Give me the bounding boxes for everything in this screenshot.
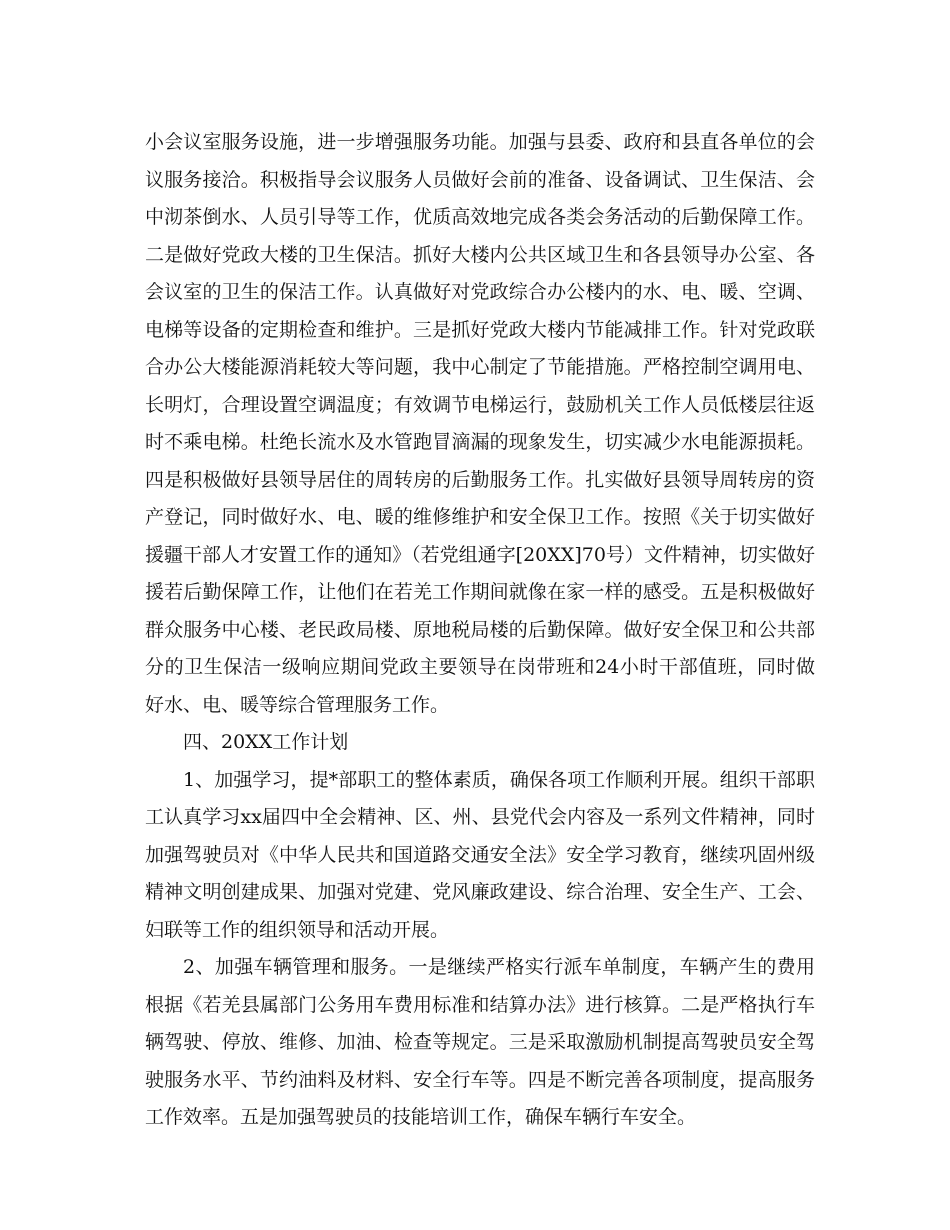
- paragraph-plan-study: 1、加强学习，提*部职工的整体素质，确保各项工作顺利开展。组织干部职工认真学习xx届四中全会精神、区、州、县党代会内容及一系列文件精神，同时加强驾驶员对《中华人民共和国道路交通安全法》安全学习教育，继续巩固州级精神文明创建成果、加强对党建、党风廉政建设、综合治理、安全生产、工会、妇联等工作的组织领导和活动开展。: [145, 768, 815, 941]
- paragraph-plan-vehicles: 2、加强车辆管理和服务。一是继续严格实行派车单制度，车辆产生的费用根据《若羌县属部门公务用车费用标准和结算办法》进行核算。二是严格执行车辆驾驶、停放、维修、加油、检查等规定。三是采取激励机制提高驾驶员安全驾驶服务水平、节约油料及材料、安全行车等。四是不断完善各项制度，提高服务工作效率。五是加强驾驶员的技能培训工作，确保车辆行车安全。: [145, 956, 815, 1128]
- paragraph-services: 小会议室服务设施，进一步增强服务功能。加强与县委、政府和县直各单位的会议服务接洽。积极指导会议服务人员做好会前的准备、设备调试、卫生保洁、会中沏茶倒水、人员引导等工作，优质高效地完成各类会务活动的后勤保障工作。二是做好党政大楼的卫生保洁。抓好大楼内公共区域卫生和各县领导办公室、各会议室的卫生的保洁工作。认真做好对党政综合办公楼内的水、电、暖、空调、电梯等设备的定期检查和维护。三是抓好党政大楼内节能减排工作。针对党政联合办公大楼能源消耗较大等问题，我中心制定了节能措施。严格控制空调用电、长明灯，合理设置空调温度；有效调节电梯运行，鼓励机关工作人员低楼层往返时不乘电梯。杜绝长流水及水管跑冒滴漏的现象发生，切实减少水电能源损耗。四是积极做好县领导居住的周转房的后勤服务工作。扎实做好县领导周转房的资产登记，同时做好水、电、暖的维修维护和安全保卫工作。按照《关于切实做好援疆干部人才安置工作的通知》（若党组通字[20XX]70号）文件精神，切实做好援若后勤保障工作，让他们在若羌工作期间就像在家一样的感受。五是积极做好群众服务中心楼、老民政局楼、原地税局楼的后勤保障。做好安全保卫和公共部分的卫生保洁一级响应期间党政主要领导在岗带班和24小时干部值班，同时做好水、电、暖等综合管理服务工作。: [145, 131, 815, 716]
- document-body: [145, 124, 815, 1137]
- section-heading-work-plan: 四、20XX工作计划: [183, 731, 349, 753]
